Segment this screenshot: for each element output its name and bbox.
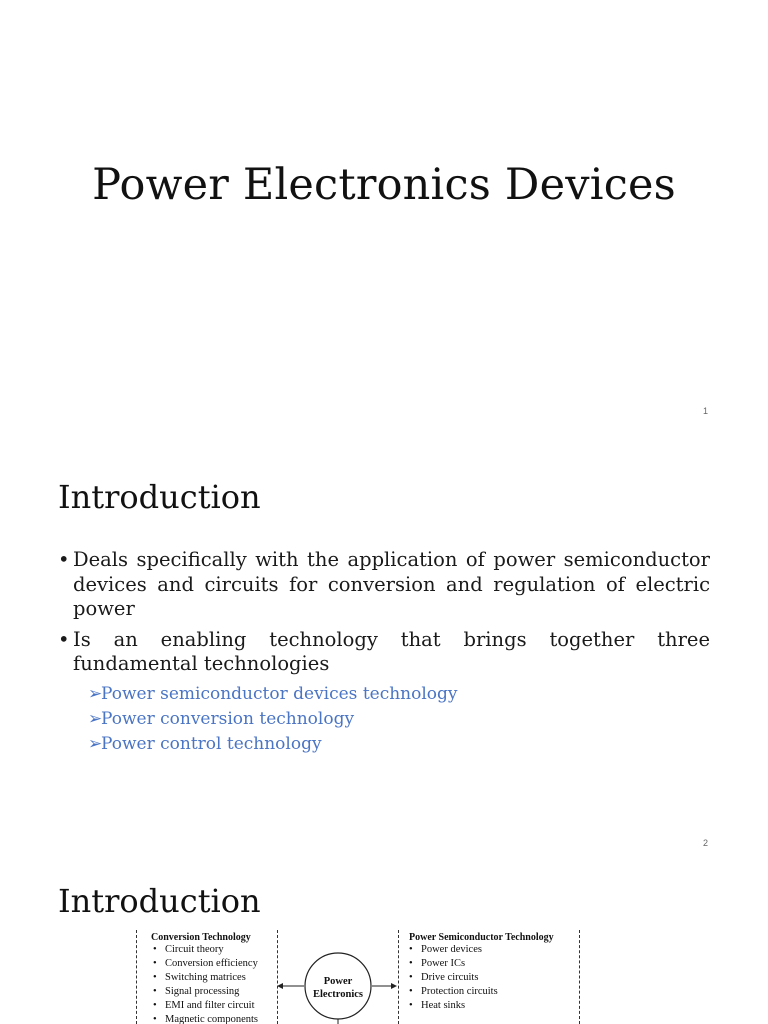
slide-1 bbox=[0, 0, 768, 432]
bullet-item bbox=[58, 548, 710, 622]
bullet-icon: • bbox=[58, 627, 70, 651]
bullet-text: Is an enabling technology that brings together three fundamental technologies bbox=[73, 627, 710, 675]
slide-3 bbox=[0, 864, 768, 1024]
arrow-bullet-icon: ➢ bbox=[88, 709, 103, 729]
box-list-item: • Circuit theory bbox=[153, 944, 224, 955]
box-list-item: • Power devices bbox=[409, 944, 482, 955]
arrow-bullet-icon: ➢ bbox=[88, 734, 103, 754]
box-list-item: • Power ICs bbox=[409, 958, 466, 969]
box-list-item: • Heat sinks bbox=[409, 1000, 466, 1011]
sub-bullet-item bbox=[88, 707, 458, 732]
sub-bullet-list bbox=[88, 682, 458, 757]
bullet-text: Deals specifically with the application of power semiconductor devices and circuits for conversion and regulation of electric power bbox=[73, 548, 710, 620]
power-electronics-diagram bbox=[136, 930, 584, 1024]
box-title: Power Semiconductor Technology bbox=[409, 932, 554, 943]
box-list-item: • Magnetic components bbox=[153, 1014, 259, 1024]
box-list-item: • Conversion efficiency bbox=[153, 958, 258, 969]
bullet-item bbox=[58, 628, 710, 677]
sub-bullet-text: Power semiconductor devices technology bbox=[101, 684, 458, 704]
power-semiconductor-technology-box bbox=[398, 930, 580, 1024]
bullet-icon: • bbox=[58, 548, 70, 571]
box-list bbox=[399, 943, 579, 1013]
slide-number: 2 bbox=[702, 838, 708, 848]
slide-number: 1 bbox=[702, 406, 708, 416]
box-list-item: • Signal processing bbox=[153, 986, 240, 997]
box-title: Conversion Technology bbox=[151, 932, 251, 943]
center-label-line2: Electronics bbox=[313, 989, 363, 1000]
box-list-item: • Switching matrices bbox=[153, 972, 246, 983]
slide-2 bbox=[0, 432, 768, 864]
arrow-bullet-icon: ➢ bbox=[88, 684, 103, 704]
sub-bullet-text: Power control technology bbox=[101, 734, 322, 754]
slide-heading: Introduction bbox=[58, 882, 261, 920]
sub-bullet-text: Power conversion technology bbox=[101, 709, 355, 729]
slide-title: Power Electronics Devices bbox=[92, 160, 676, 210]
slide-heading: Introduction bbox=[58, 478, 261, 516]
box-list-item: • Protection circuits bbox=[409, 986, 498, 997]
bullet-list bbox=[58, 548, 710, 683]
sub-bullet-item bbox=[88, 732, 458, 757]
center-label-line1: Power bbox=[323, 976, 353, 987]
box-list-item: • EMI and filter circuit bbox=[153, 1000, 255, 1011]
box-list-item: • Drive circuits bbox=[409, 972, 479, 983]
sub-bullet-item bbox=[88, 682, 458, 707]
